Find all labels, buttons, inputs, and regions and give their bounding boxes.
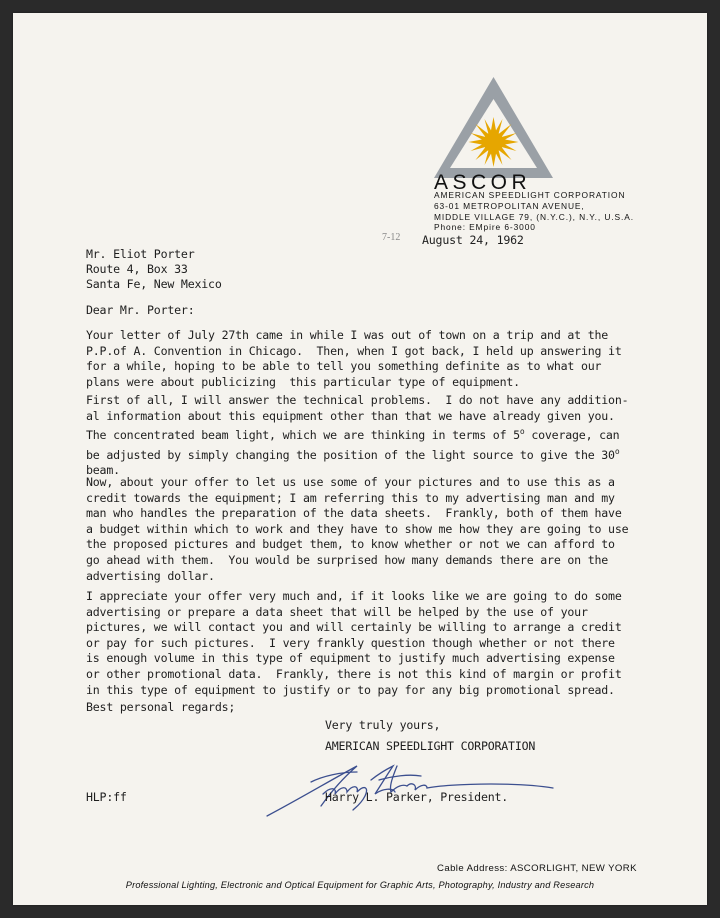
closing-company: AMERICAN SPEEDLIGHT CORPORATION	[325, 739, 536, 753]
paragraph-4: I appreciate your offer very much and, if it looks like we are going to do some advertising or prepare a data sheet that will be helped by the use of your pictures, we will contact you and will certainly be willing to arrange a credit or pay for such pictures. I very frankly question though whether or not there is enough volume in this type of equipment to justify much advertising expense or other promotional data. Frankly, there is not this kind of margin or profit in this type of equipment to justify or to pay for any big promotional spread.	[86, 589, 622, 697]
letter-date: August 24, 1962	[422, 233, 524, 247]
closing-regards: Best personal regards;	[86, 700, 236, 714]
paragraph-3: Now, about your offer to let us use some of your pictures and to use this as a credit towards the equipment; I am referring this to my advertising man and my man who handles the preparation of the data sheets. Frankly, both of them have a budget within which to work and they have to show me how they are going to use the proposed pictures and budget them, to know whether or not we can afford to go ahead with them. You would be surprised how many demands there are on the advertising dollar.	[86, 475, 629, 583]
recipient-address-line: Santa Fe, New Mexico	[86, 277, 222, 291]
typist-initials: HLP:ff	[86, 790, 127, 804]
letterhead-phone: Phone: EMpire 6-3000	[434, 222, 536, 232]
letterhead-company: AMERICAN SPEEDLIGHT CORPORATION	[434, 190, 626, 200]
letterhead-street: 63-01 METROPOLITAN AVENUE,	[434, 201, 585, 211]
brand-wordmark: ASCOR	[434, 171, 532, 194]
recipient-name: Mr. Eliot Porter	[86, 247, 195, 261]
pencil-annotation: 7-12	[382, 232, 401, 243]
recipient-address-line: Route 4, Box 33	[86, 262, 188, 276]
paragraph-1: Your letter of July 27th came in while I was out of town on a trip and at the P.P.of A. Convention in Chicago. Then, when I got back, I held up answering it for a while, hoping to be able to tell you something definite as to what our plans were about publicizing this particular type of equipment.	[86, 328, 622, 389]
letter-page	[13, 13, 707, 905]
valediction: Very truly yours,	[325, 718, 441, 732]
ascor-triangle-sun-logo	[431, 75, 556, 181]
cable-address: Cable Address: ASCORLIGHT, NEW YORK	[437, 863, 637, 874]
salutation: Dear Mr. Porter:	[86, 303, 195, 317]
paragraph-2: First of all, I will answer the technical problems. I do not have any addition- al information about this equipment other than that we have already given you. The concentrated beam light, which we are thinking in terms of 5$^o$ coverage, can be adjusted by simply changing the position of the light source to give the 30$^o$ beam.	[86, 393, 629, 478]
footer-tagline: Professional Lighting, Electronic and Optical Equipment for Graphic Arts, Photography, Industry and Research	[125, 880, 595, 890]
letterhead-city: MIDDLE VILLAGE 79, (N.Y.C.), N.Y., U.S.A.	[434, 212, 634, 222]
signer-name: Harry L. Parker, President.	[325, 790, 509, 804]
